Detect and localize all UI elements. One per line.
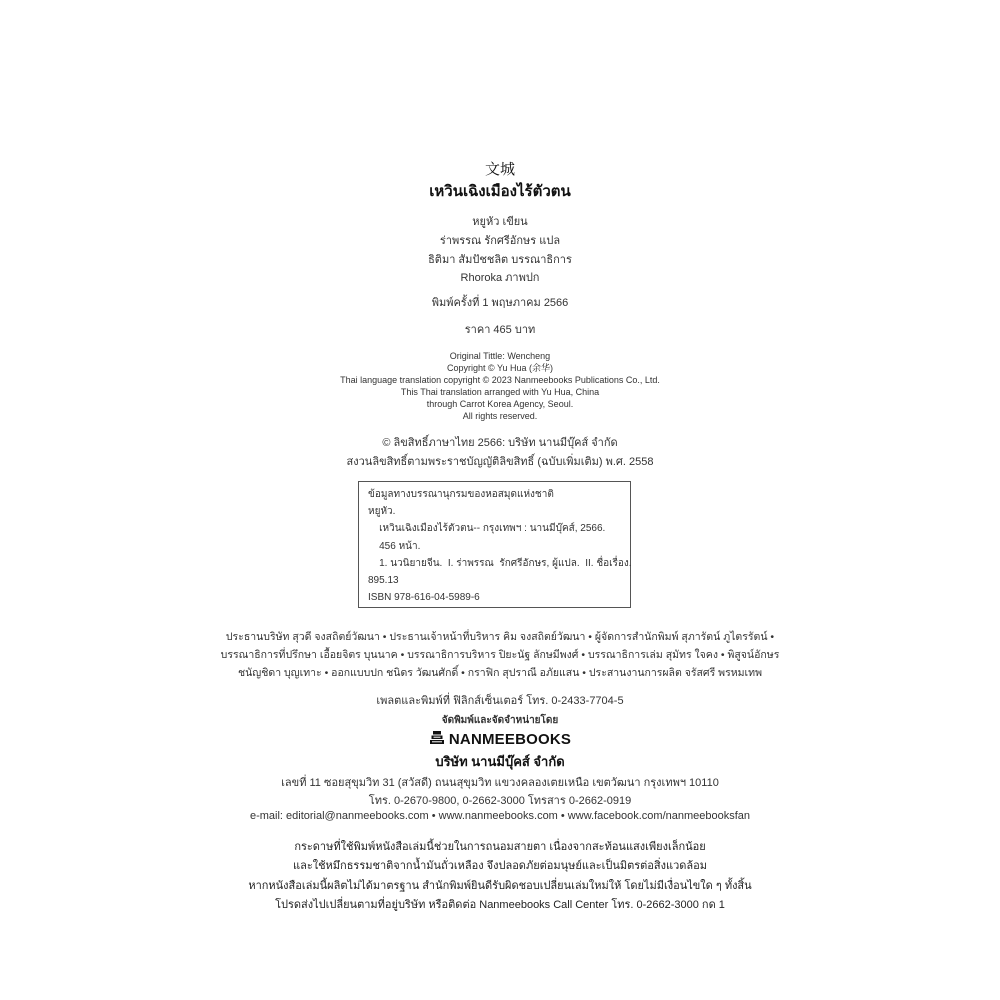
staff-line: ชนัญชิดา บุญเทาะ • ออกแบบปก ชนิดร วัฒนศักดิ์ • กราฟิก สุปราณี อภัยแสน • ประสานงานการผลิต จรัสศรี พรหมเทพ bbox=[238, 667, 762, 679]
catalog-line: ข้อมูลทางบรรณานุกรมของหอสมุดแห่งชาติ bbox=[368, 489, 554, 500]
author-credit: หยูหัว เขียน bbox=[472, 216, 528, 228]
publisher-logo-text: NANMEEBOOKS bbox=[448, 731, 572, 748]
catalog-line: ISBN 978-616-04-5989-6 bbox=[368, 592, 480, 604]
publisher-address: เลขที่ 11 ซอยสุขุมวิท 31 (สวัสดี) ถนนสุขุมวิท แขวงคลองเตยเหนือ เขตวัฒนา กรุงเทพฯ 10110 bbox=[281, 777, 719, 789]
rights-line: Thai language translation copyright © 2023 Nanmeebooks Publications Co., Ltd. bbox=[340, 375, 660, 385]
publisher-company: บริษัท นานมีบุ๊คส์ จำกัด bbox=[435, 754, 565, 769]
thai-copyright-line: สงวนลิขสิทธิ์ตามพระราชบัญญัติลิขสิทธิ์ (ฉบับเพิ่มเติม) พ.ศ. 2558 bbox=[346, 456, 654, 468]
catalog-line: หยูหัว. bbox=[368, 506, 396, 518]
rights-line: All rights reserved. bbox=[462, 411, 538, 421]
footer-note: กระดาษที่ใช้พิมพ์หนังสือเล่มนี้ช่วยในการถนอมสายตา เนื่องจากสะท้อนแสงเพียงเล็กน้อย bbox=[294, 841, 706, 853]
printer-line: เพลตและพิมพ์ที่ ฟิลิกส์เซ็นเตอร์ โทร. 0-2433-7704-5 bbox=[376, 695, 624, 707]
footer-note: และใช้หมึกธรรมชาติจากน้ำมันถั่วเหลือง จึงปลอดภัยต่อมนุษย์และเป็นมิตรต่อสิ่งแวดล้อม bbox=[292, 860, 708, 872]
translator-credit: ร่าพรรณ รักศรีอักษร แปล bbox=[439, 235, 561, 247]
catalog-line: เหวินเฉิงเมืองไร้ตัวตน-- กรุงเทพฯ : นานมีบุ๊คส์, 2566. bbox=[368, 523, 606, 535]
catalog-box bbox=[358, 481, 631, 608]
publisher-phone: โทร. 0-2670-9800, 0-2662-3000 โทรสาร 0-2662-0919 bbox=[368, 795, 632, 807]
edition-line: พิมพ์ครั้งที่ 1 พฤษภาคม 2566 bbox=[431, 297, 569, 309]
rights-line: This Thai translation arranged with Yu Hua, China bbox=[400, 387, 600, 397]
rights-line: Copyright © Yu Hua (余华) bbox=[446, 363, 553, 373]
staff-line: ประธานบริษัท สุวดี จงสถิตย์วัฒนา • ประธานเจ้าหน้าที่บริหาร คิม จงสถิตย์วัฒนา • ผู้จัดการสำนักพิมพ์ สุภารัตน์ ภูไตรรัตน์ • bbox=[225, 631, 775, 643]
catalog-line: 456 หน้า. bbox=[368, 540, 421, 552]
rights-line: Original Tittle: Wencheng bbox=[449, 351, 551, 361]
cover-artist-credit: Rhoroka ภาพปก bbox=[460, 272, 540, 284]
catalog-line: 1. นวนิยายจีน. I. ร่าพรรณ รักศรีอักษร, ผู้แปล. II. ชื่อเรื่อง. bbox=[368, 557, 632, 569]
thai-title: เหวินเฉิงเมืองไร้ตัวตน bbox=[429, 183, 571, 200]
footer-note: โปรดส่งไปเปลี่ยนตามที่อยู่บริษัท หรือติดต่อ Nanmeebooks Call Center โทร. 0-2662-3000 กด 1 bbox=[275, 899, 725, 911]
publisher-logo bbox=[0, 729, 1000, 750]
book-stack-logo-icon bbox=[429, 729, 445, 750]
footer-note: หากหนังสือเล่มนี้ผลิตไม่ได้มาตรฐาน สำนักพิมพ์ยินดีรับผิดชอบเปลี่ยนเล่มใหม่ให้ โดยไม่มีเงื่อนไขใด ๆ ทั้งสิ้น bbox=[248, 880, 752, 892]
publisher-label: จัดพิมพ์และจัดจำหน่ายโดย bbox=[441, 715, 559, 726]
catalog-line: 895.13 bbox=[368, 575, 399, 587]
chinese-title: 文城 bbox=[484, 160, 515, 178]
thai-copyright-line: © ลิขสิทธิ์ภาษาไทย 2566: บริษัท นานมีบุ๊คส์ จำกัด bbox=[382, 437, 618, 449]
price-line: ราคา 465 บาท bbox=[464, 324, 536, 336]
publisher-contacts: e-mail: editorial@nanmeebooks.com • www.nanmeebooks.com • www.facebook.com/nanmeebooksfan bbox=[249, 810, 751, 822]
rights-line: through Carrot Korea Agency, Seoul. bbox=[426, 399, 574, 409]
staff-line: บรรณาธิการที่ปรึกษา เอื้อยจิตร บุนนาค • บรรณาธิการบริหาร ปิยะนัฐ ลักษมีพงศ์ • บรรณาธิการเล่ม สุมัทร ใจคง • พิสูจน์อักษร bbox=[220, 649, 780, 661]
editor-credit: ธิติมา สัมปัชชลิต บรรณาธิการ bbox=[428, 254, 572, 266]
